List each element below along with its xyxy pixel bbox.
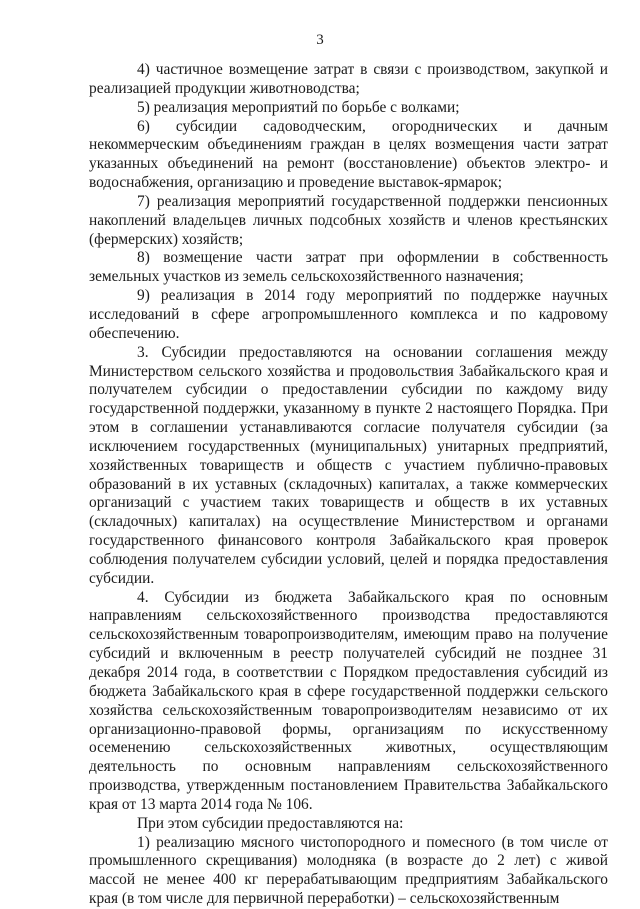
paragraph-item-8: 8) возмещение части затрат при оформлении в собственность земельных участков из земель сельскохозяйственного назначения; [89,249,608,286]
document-body [89,61,608,909]
paragraph-item-5: 5) реализация мероприятий по борьбе с волками; [137,98,460,116]
page-number: 3 [316,32,324,48]
paragraph-item-9: 9) реализация в 2014 году мероприятий по поддержке научных исследований в сфере агропромышленного комплекса и по кадровому обеспечению. [89,287,608,342]
paragraph-item-7: 7) реализация мероприятий государственной поддержки пенсионных накоплений владельцев личных подсобных хозяйств и членов крестьянских (фермерских) хозяйств; [89,192,608,248]
paragraph-subsidy-item-1: 1) реализацию мясного чистопородного и помесного (в том числе от промышленного скрещивания) молодняка (в возрасте до 2 лет) с живой массой не менее 400 кг перерабатывающим предприятиям Забайкальского края (в том числе для первичной переработки) – сельскохозяйственным [89,833,608,908]
paragraph-section-4: 4. Субсидии из бюджета Забайкальского края по основным направлениям сельскохозяйственного производства предоставляются сельскохозяйственным товаропроизводителям, имеющим право на получение субсидий и включенным в реестр получателей субсидий не позднее 31 декабря 2014 года, в соответствии с Порядком предоставления субсидий из бюджета Забайкальского края в сфере государственной поддержки сельского хозяйства сельскохозяйственным товаропроизводителям независимо от их организационно-правовой формы, организациям по искусственному осеменению сельскохозяйственных животных, осуществляющим деятельность по основным направлениям сельскохозяйственного производства, утвержденным постановлением Правительства Забайкальского края от 13 марта 2014 года № 106. [89,588,608,813]
paragraph-item-6: 6) субсидии садоводческим, огороднических и дачным некоммерческим объединениям граждан в целях возмещения части затрат указанных объединений на ремонт (восстановление) объектов электро- и водоснабжения, организацию и проведение выставок-ярмарок; [89,117,608,192]
paragraph-item-4: 4) частичное возмещение затрат в связи с производством, закупкой и реализацией продукции животноводства; [89,61,608,97]
paragraph-section-3: 3. Субсидии предоставляются на основании соглашения между Министерством сельского хозяйства и продовольствия Забайкальского края и получателем субсидии о предоставлении субсидии по каждому виду государственной поддержки, указанному в пункте 2 настоящего Порядка. При этом в соглашении устанавливаются согласие получателя субсидии (за исключением государственных (муниципальных) унитарных предприятий, хозяйственных товариществ и обществ с участием публично-правовых образований в их уставных (складочных) капиталах, а также коммерческих организаций с участием таких товариществ и обществ в их уставных (складочных) капиталах) на осуществление Министерством и органами государственного финансового контроля Забайкальского края проверок соблюдения получателем субсидии условий, целей и порядка предоставления субсидии. [89,343,608,587]
paragraph-subsidies-intro: При этом субсидии предоставляются на: [137,814,404,832]
